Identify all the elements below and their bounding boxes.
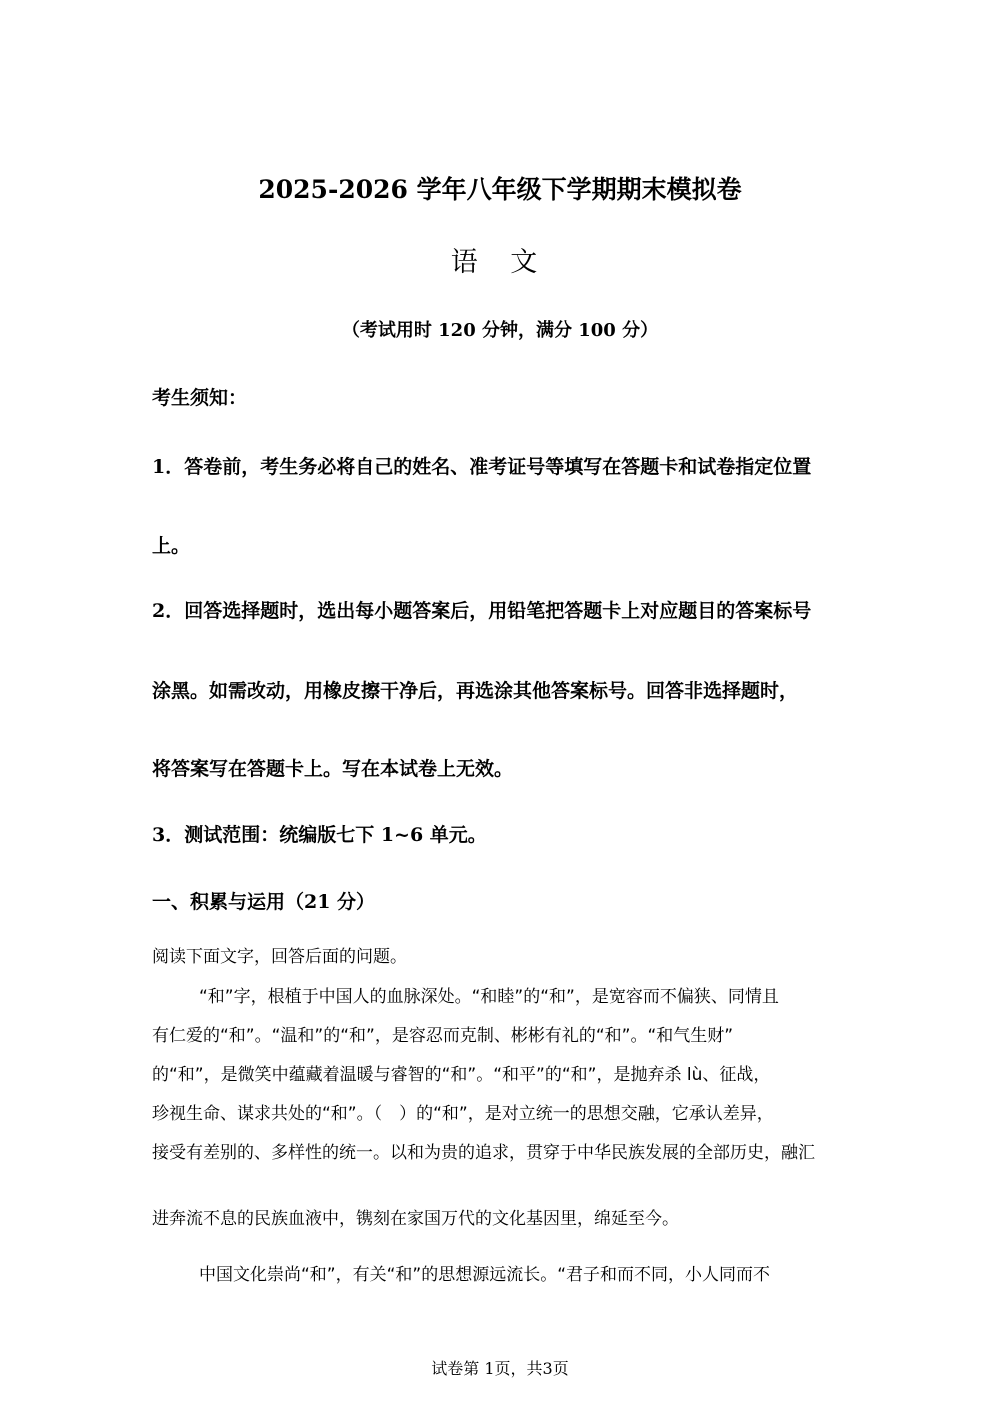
instruction-line: 上。 — [152, 535, 191, 557]
section-heading: 一、积累与运用（21 分） — [152, 891, 376, 913]
passage-line: 的“和”，是微笑中蕴藏着温暖与睿智的“和”。“和平”的“和”，是抛弃杀 lù、征战， — [152, 1065, 771, 1085]
exam-title: 2025-2026 学年八年级下学期期末模拟卷 — [258, 175, 742, 204]
subject-title: 语 文 — [450, 247, 550, 278]
passage-line: 珍视生命、谋求共处的“和”。（ ）的“和”，是对立统一的思想交融，它承认差异， — [152, 1104, 774, 1124]
passage-line: 有仁爱的“和”。“温和”的“和”，是容忍而克制、彬彬有礼的“和”。“和气生财” — [152, 1026, 734, 1046]
instruction-line: 涂黑。如需改动，用橡皮擦干净后，再选涂其他答案标号。回答非选择题时， — [152, 680, 799, 702]
passage-line: 中国文化崇尚“和”，有关“和”的思想源远流长。“君子和而不同，小人同而不 — [199, 1265, 771, 1285]
passage-line: 接受有差别的、多样性的统一。以和为贵的追求，贯穿于中华民族发展的全部历史，融汇 — [152, 1143, 815, 1163]
instructions-heading: 考生须知： — [152, 387, 248, 409]
exam-info: （考试用时 120 分钟，满分 100 分） — [341, 320, 659, 341]
passage-line: “和”字，根植于中国人的血脉深处。“和睦”的“和”，是宽容而不偏狭、同情且 — [199, 987, 779, 1007]
reading-prompt: 阅读下面文字，回答后面的问题。 — [152, 947, 407, 967]
instruction-line: 3．测试范围：统编版七下 1~6 单元。 — [152, 824, 487, 846]
passage-line: 进奔流不息的民族血液中，镌刻在家国万代的文化基因里，绵延至今。 — [152, 1209, 679, 1229]
instruction-line: 将答案写在答题卡上。写在本试卷上无效。 — [152, 758, 514, 780]
instruction-line: 2．回答选择题时，选出每小题答案后，用铅笔把答题卡上对应题目的答案标号 — [152, 600, 812, 622]
page-footer: 试卷第 1页，共3页 — [431, 1359, 569, 1378]
instruction-line: 1．答卷前，考生务必将自己的姓名、准考证号等填写在答题卡和试卷指定位置 — [152, 456, 812, 478]
